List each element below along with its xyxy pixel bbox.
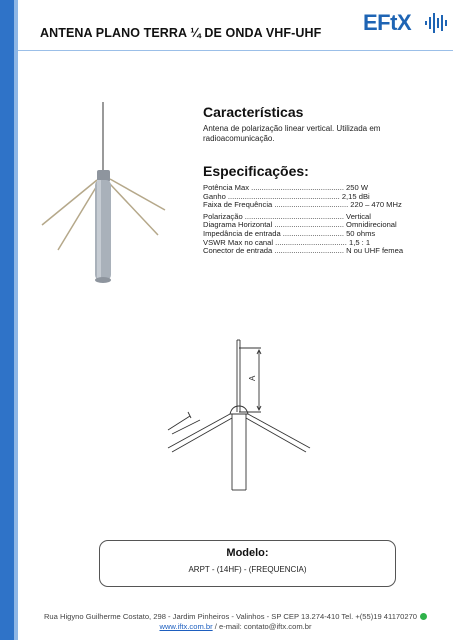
- page-title: ANTENA PLANO TERRA ¼ DE ONDA VHF-UHF: [40, 26, 322, 40]
- header-divider: [18, 50, 453, 51]
- antenna-photo: [40, 100, 190, 310]
- spec-list: [203, 184, 438, 256]
- soundwave-icon: [425, 12, 453, 34]
- spec-row: Polarização ............................................... Vertical: [203, 211, 371, 221]
- left-accent-bar-light: [14, 0, 18, 640]
- header: [18, 0, 453, 50]
- logo-text: EFtX: [363, 10, 412, 35]
- website-link[interactable]: www.iftx.com.br: [159, 622, 213, 631]
- left-accent-bar: [0, 0, 14, 640]
- caracteristicas-title: Características: [203, 104, 304, 120]
- whatsapp-icon: [420, 613, 427, 620]
- footer-contact: [18, 622, 453, 632]
- dimension-label: A: [248, 375, 257, 381]
- spec-row: Diagrama Horizontal ................................. Omnidirecional: [203, 220, 397, 230]
- spec-row: VSWR Max no canal .................................. 1,5 : 1: [203, 237, 371, 247]
- spec-row: Ganho ..................................................... 2,15 dBi: [203, 191, 370, 201]
- spec-row: Faixa de Frequência ................................... 220 – 470 MHz: [203, 200, 402, 210]
- footer: [18, 612, 453, 632]
- antenna-dimension-diagram: [160, 330, 330, 505]
- caracteristicas-text: Antena de polarização linear vertical. Utilizada em radioacomunicação.: [203, 124, 381, 143]
- eftx-logo: [363, 10, 453, 36]
- footer-address-text: Rua Higyno Guilherme Costato, 298 - Jardim Pinheiros - Valinhos - SP CEP 13.274-410 Tel. +(55)19 41170270: [43, 612, 418, 621]
- model-title: Modelo:: [226, 547, 269, 559]
- footer-address: [18, 612, 453, 622]
- spec-row: Conector de entrada ................................. N ou UHF femea: [203, 246, 404, 256]
- spec-row: Potência Max ............................................ 250 W: [203, 183, 369, 192]
- model-box: [99, 540, 396, 587]
- footer-email: / e-mail: contato@iftx.com.br: [212, 622, 312, 631]
- model-code: ARPT - (14HF) - (FREQUENCIA): [188, 565, 307, 574]
- spec-row: Impedância de entrada ............................. 50 ohms: [203, 228, 376, 238]
- especificacoes-title: Especificações:: [203, 163, 309, 179]
